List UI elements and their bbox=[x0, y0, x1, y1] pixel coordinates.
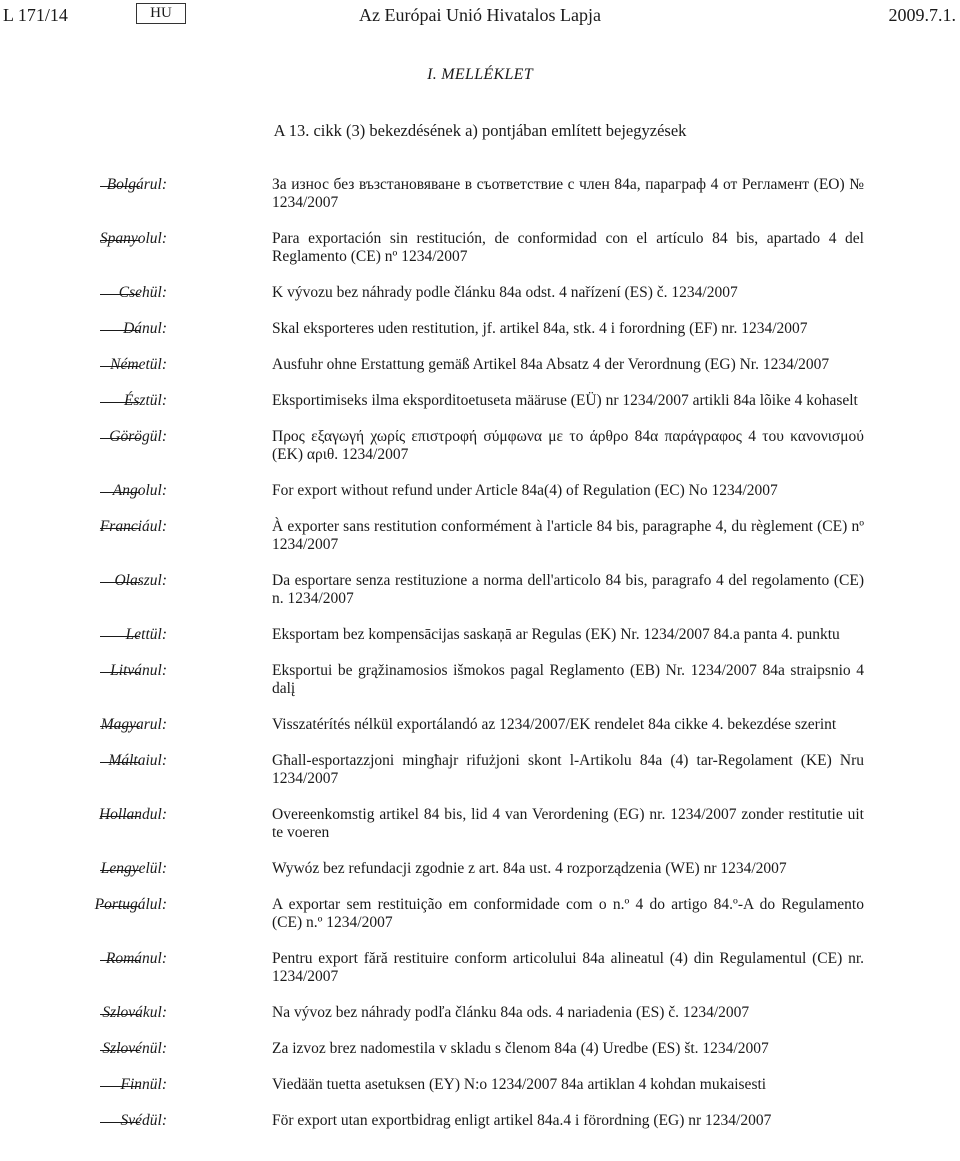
entry-text: Pentru export fără restituire conform articolului 84a alineatul (4) din Regulamentul (CE) nr. 1234/2007 bbox=[272, 950, 864, 985]
language-label: Portugálul: bbox=[94, 896, 167, 913]
language-label: Lettül: bbox=[125, 626, 167, 643]
entry-row bbox=[0, 518, 960, 554]
entry-text: A exportar sem restituição em conformidade com o n.º 4 do artigo 84.º-A do Regulamento (CE) n.º 1234/2007 bbox=[272, 896, 864, 931]
language-label: Szlovákul: bbox=[102, 1004, 167, 1021]
entry-row bbox=[0, 752, 960, 788]
entry-text: Wywóz bez refundacji zgodnie z art. 84a ust. 4 rozporządzenia (WE) nr 1234/2007 bbox=[272, 860, 787, 877]
entry-text: Eksportimiseks ilma eksporditoetuseta määruse (EÜ) nr 1234/2007 artikli 84a lõike 4 kohaselt bbox=[272, 392, 858, 409]
language-label: Olaszul: bbox=[114, 572, 167, 589]
language-label: Németül: bbox=[110, 356, 167, 373]
entry-text: Visszatérítés nélkül exportálandó az 1234/2007/EK rendelet 84a cikke 4. bekezdése szerint bbox=[272, 716, 837, 733]
entry-row bbox=[0, 896, 960, 932]
entry-row bbox=[0, 1076, 960, 1094]
entry-text: K vývozu bez náhrady podle článku 84a odst. 4 nařízení (ES) č. 1234/2007 bbox=[272, 284, 738, 301]
entry-text: For export without refund under Article 84a(4) of Regulation (EC) No 1234/2007 bbox=[272, 482, 778, 499]
entry-text: Za izvoz brez nadomestila v skladu s členom 84a (4) Uredbe (ES) št. 1234/2007 bbox=[272, 1040, 769, 1057]
entry-row bbox=[0, 356, 960, 374]
entry-text: За износ без възстановяване в съответствие с член 84а, параграф 4 от Регламент (ЕО) № 1234/2007 bbox=[272, 176, 864, 211]
entry-row bbox=[0, 716, 960, 734]
language-label: Magyarul: bbox=[100, 716, 167, 733]
entry-text: Skal eksporteres uden restitution, jf. artikel 84a, stk. 4 i forordning (EF) nr. 1234/2007 bbox=[272, 320, 808, 337]
entry-row bbox=[0, 626, 960, 644]
journal-title: Az Európai Unió Hivatalos Lapja bbox=[359, 5, 601, 25]
entry-row bbox=[0, 392, 960, 410]
language-label: Bolgárul: bbox=[106, 176, 167, 193]
entry-row bbox=[0, 572, 960, 608]
entry-row bbox=[0, 950, 960, 986]
entry-text: Na vývoz bez náhrady podľa článku 84a ods. 4 nariadenia (ES) č. 1234/2007 bbox=[272, 1004, 750, 1021]
page-header bbox=[0, 0, 960, 30]
entry-row bbox=[0, 230, 960, 266]
entry-text: Eksportui be grąžinamosios išmokos pagal Reglamento (EB) Nr. 1234/2007 84a straipsnio 4 dalį bbox=[272, 662, 864, 697]
entry-text: À exporter sans restitution conformément à l'article 84 bis, paragraphe 4, du règlement (CE) nº 1234/2007 bbox=[272, 518, 864, 553]
entry-row bbox=[0, 482, 960, 500]
language-label: Hollandul: bbox=[98, 806, 167, 823]
entry-list bbox=[0, 176, 960, 1148]
language-label: Litvánul: bbox=[110, 662, 167, 679]
language-label: Románul: bbox=[105, 950, 167, 967]
language-label: Svédül: bbox=[120, 1112, 167, 1129]
entry-row bbox=[0, 284, 960, 302]
entry-row bbox=[0, 860, 960, 878]
entry-row bbox=[0, 1004, 960, 1022]
entry-text: Προς εξαγωγή χωρίς επιστροφή σύμφωνα με το άρθρο 84α παράγραφος 4 του κανονισμού (ΕΚ) αριθ. 1234/2007 bbox=[272, 428, 864, 463]
entry-row bbox=[0, 176, 960, 212]
entry-row bbox=[0, 806, 960, 842]
entry-text: Da esportare senza restituzione a norma dell'articolo 84 bis, paragrafo 4 del regolamento (CE) n. 1234/2007 bbox=[272, 572, 864, 607]
language-label: Lengyelül: bbox=[100, 860, 167, 877]
language-label: Észtül: bbox=[123, 392, 167, 409]
entry-text: Overeenkomstig artikel 84 bis, lid 4 van Verordening (EG) nr. 1234/2007 zonder restitutie uit te voeren bbox=[272, 806, 864, 841]
entry-row bbox=[0, 1112, 960, 1130]
language-label: Máltaiul: bbox=[108, 752, 167, 769]
language-label: Szlovénül: bbox=[102, 1040, 167, 1057]
entry-text: Viedään tuetta asetuksen (EY) N:o 1234/2007 84a artiklan 4 kohdan mukaisesti bbox=[272, 1076, 767, 1093]
entry-text: Eksportam bez kompensācijas saskaņā ar Regulas (EK) Nr. 1234/2007 84.a panta 4. punktu bbox=[272, 626, 840, 643]
entry-row bbox=[0, 1040, 960, 1058]
language-label: Spanyolul: bbox=[99, 230, 167, 247]
entry-text: Para exportación sin restitución, de conformidad con el artículo 84 bis, apartado 4 del Reglamento (CE) nº 1234/2007 bbox=[272, 230, 864, 265]
annex-title: I. MELLÉKLET bbox=[427, 66, 533, 83]
language-code-box: HU bbox=[136, 3, 186, 24]
entry-text: Għall-esportazzjoni mingħajr rifużjoni skont l-Artikolu 84a (4) tar-Regolament (KE) Nru 1234/2007 bbox=[272, 752, 864, 787]
page-reference: L 171/14 bbox=[3, 5, 68, 25]
language-label: Angolul: bbox=[112, 482, 167, 499]
language-label: Görögül: bbox=[109, 428, 167, 445]
language-label: Finnül: bbox=[120, 1076, 167, 1093]
section-subtitle: A 13. cikk (3) bekezdésének a) pontjában említett bejegyzések bbox=[273, 121, 687, 140]
entry-row bbox=[0, 662, 960, 698]
language-label: Csehül: bbox=[118, 284, 167, 301]
language-label: Franciául: bbox=[99, 518, 167, 535]
language-label: Dánul: bbox=[123, 320, 167, 337]
entry-row bbox=[0, 428, 960, 464]
publication-date: 2009.7.1. bbox=[888, 5, 956, 25]
entry-text: För export utan exportbidrag enligt artikel 84a.4 i förordning (EG) nr 1234/2007 bbox=[272, 1112, 772, 1129]
entry-text: Ausfuhr ohne Erstattung gemäß Artikel 84a Absatz 4 der Verordnung (EG) Nr. 1234/2007 bbox=[272, 356, 830, 373]
entry-row bbox=[0, 320, 960, 338]
